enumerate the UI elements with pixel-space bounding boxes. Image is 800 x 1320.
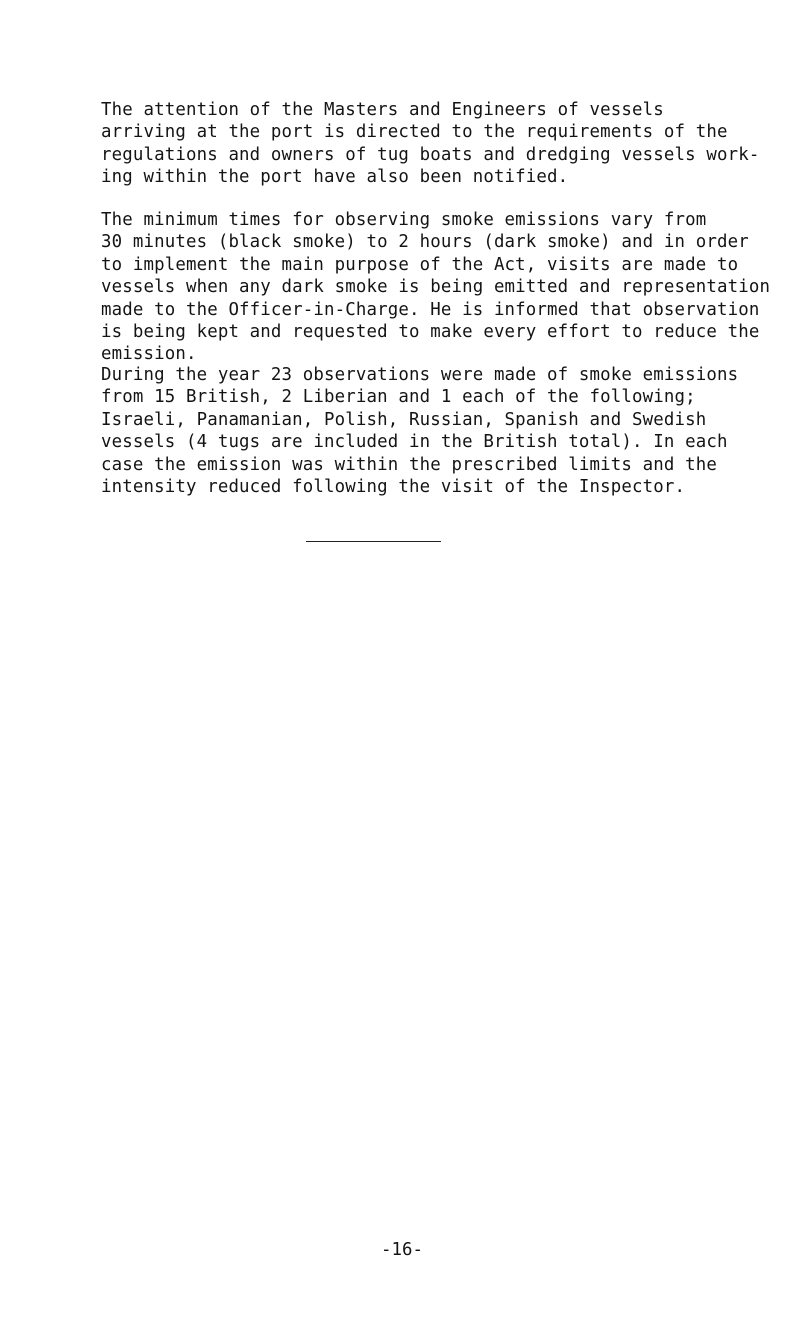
text-line: regulations and owners of tug boats and dredging vessels work- bbox=[101, 144, 760, 165]
text-line: is being kept and requested to make every effort to reduce the bbox=[101, 322, 760, 343]
text-line: made to the Officer-in-Charge. He is informed that observation bbox=[101, 299, 760, 320]
paragraph-observation-times bbox=[101, 209, 791, 366]
page-number bbox=[0, 1239, 800, 1261]
text-line: ing within the port have also been notified. bbox=[101, 167, 569, 188]
text-line: During the year 23 observations were made of smoke emissions bbox=[101, 365, 739, 385]
text-line: vessels when any dark smoke is being emitted and representation bbox=[101, 277, 771, 298]
text-line: from 15 British, 2 Liberian and 1 each of the following; bbox=[101, 387, 696, 408]
section-divider bbox=[306, 541, 441, 542]
page-number-text: -16- bbox=[381, 1240, 423, 1260]
text-line: emission. bbox=[101, 344, 197, 365]
text-line: case the emission was within the prescribed limits and the bbox=[101, 454, 717, 475]
paragraph-yearly-observations bbox=[101, 364, 791, 498]
text-line: The attention of the Masters and Engineers of vessels bbox=[101, 100, 664, 120]
text-line: The minimum times for observing smoke emissions vary from bbox=[101, 210, 707, 230]
text-line: vessels (4 tugs are included in the British total). In each bbox=[101, 432, 728, 453]
paragraph-notification bbox=[101, 99, 791, 189]
text-line: arriving at the port is directed to the requirements of the bbox=[101, 122, 728, 143]
text-line: 30 minutes (black smoke) to 2 hours (dark smoke) and in order bbox=[101, 232, 749, 253]
text-line: to implement the main purpose of the Act, visits are made to bbox=[101, 254, 739, 275]
text-line: Israeli, Panamanian, Polish, Russian, Spanish and Swedish bbox=[101, 409, 707, 430]
text-line: intensity reduced following the visit of the Inspector. bbox=[101, 477, 686, 498]
